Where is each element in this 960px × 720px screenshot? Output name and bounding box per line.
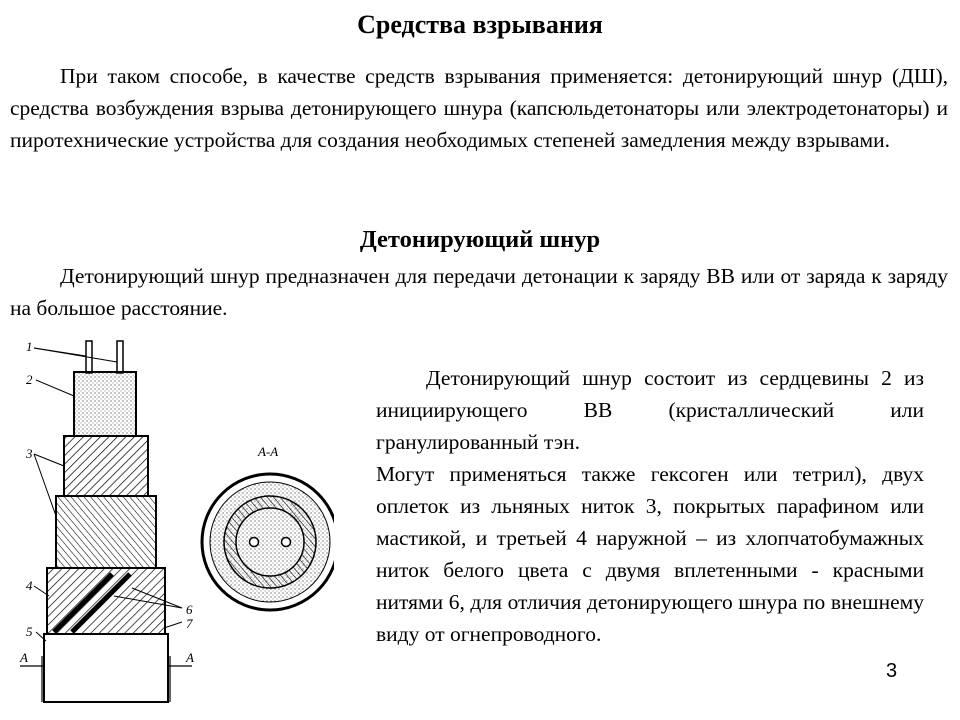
explosive-core [74, 372, 136, 436]
cross-section [202, 474, 334, 610]
detonating-cord-diagram [14, 336, 334, 711]
label-1: 1 [26, 339, 33, 354]
cord-description [376, 362, 924, 650]
label-5: 5 [26, 624, 33, 639]
page-number: 3 [886, 660, 898, 682]
label-7: 7 [186, 616, 193, 631]
cord-diagram-svg [14, 336, 334, 706]
section-heading: Детонирующий шнур [359, 226, 601, 253]
label-6: 6 [186, 602, 193, 617]
label-3: 3 [26, 446, 33, 461]
label-4: 4 [26, 578, 33, 593]
outer-coating [44, 634, 168, 702]
definition-paragraph: Детонирующий шнур предназначен для передачи детонации к заряду ВВ или от заряда к заряду на большое расстояние. [10, 264, 948, 320]
slide-title: Средства взрывания [357, 10, 603, 39]
cord-description-part2: Могут применяться также гексоген или тетрил), двух оплеток из льняных ниток 3, покрытых парафином или мастикой, и третьей 4 наружной – из хлопчатобумажных ниток белого цвета с двумя вплетенными - красными нитями 6, для отличия детонирующего шнура по внешнему виду от огнепроводного. [376, 462, 924, 646]
section-marker-left: А [20, 650, 28, 665]
middle-braid [56, 496, 156, 568]
section-marker-right: А [186, 650, 194, 665]
intro-paragraph: При таком способе, в качестве средств взрывания применяется: детонирующий шнур (ДШ), средства возбуждения взрыва детонирующего шнура (капсюльдетонаторы или электродетонаторы) и пиротехнические устройства для создания необходимых степеней замедления между взрывами. [10, 64, 948, 152]
label-2: 2 [26, 372, 33, 387]
cord-description-part1: Детонирующий шнур состоит из сердцевины 2 из инициирующего ВВ (кристаллический или гранулированный тэн. [376, 366, 924, 454]
core-threads [86, 341, 123, 373]
inner-braid [64, 436, 148, 496]
cross-section-label: А-А [258, 444, 279, 459]
